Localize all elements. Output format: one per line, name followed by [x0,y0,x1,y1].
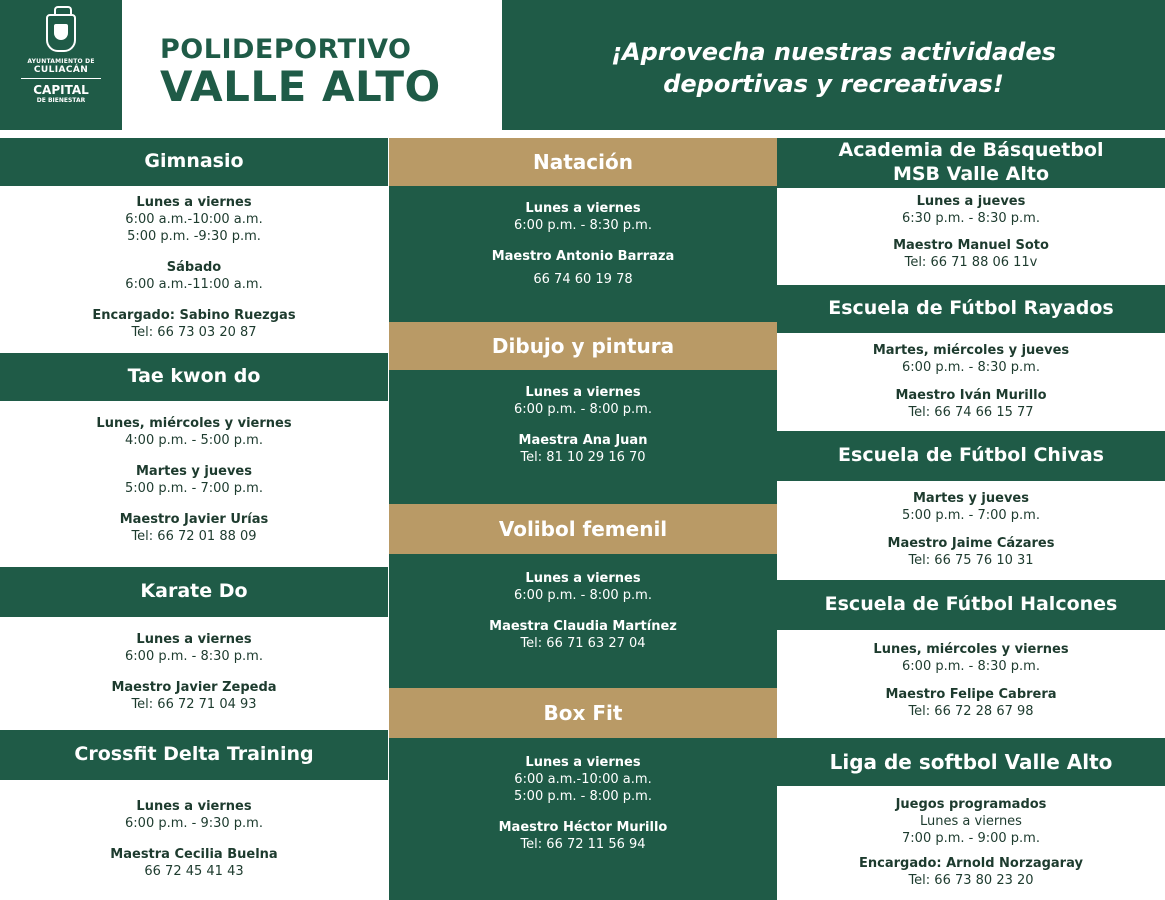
crest-icon [46,14,76,52]
chivas-days: Martes y jueves [913,491,1029,506]
natacion-time: 6:00 p.m. - 8:30 p.m. [514,218,652,233]
dibujo-phone: Tel: 81 10 29 16 70 [520,450,646,465]
karate-time: 6:00 p.m. - 8:30 p.m. [125,649,263,664]
title-polideportivo: POLIDEPORTIVO [160,34,412,65]
halcones-time: 6:00 p.m. - 8:30 p.m. [902,659,1040,674]
karate-phone: Tel: 66 72 71 04 93 [131,697,257,712]
boxfit-days: Lunes a viernes [525,755,641,770]
gimnasio-header: Gimnasio [0,138,388,186]
right-column [777,138,1165,900]
basquet-title-2: MSB Valle Alto [892,163,1050,185]
crossfit-phone: 66 72 45 41 43 [144,864,244,879]
taekwondo-phone: Tel: 66 72 01 88 09 [131,529,257,544]
volibol-info [389,554,777,688]
taekwondo-teacher: Maestro Javier Urías [119,512,269,527]
title-block [122,0,502,130]
halcones-phone: Tel: 66 72 28 67 98 [908,704,1034,719]
softbol-info [777,786,1165,900]
taekwondo-days-1: Lunes, miércoles y viernes [96,416,292,431]
crossfit-header: Crossfit Delta Training [0,730,388,780]
boxfit-teacher: Maestro Héctor Murillo [498,820,668,835]
chivas-info [777,481,1165,580]
softbol-header: Liga de softbol Valle Alto [777,738,1165,786]
dibujo-header: Dibujo y pintura [389,322,777,370]
chivas-time: 5:00 p.m. - 7:00 p.m. [902,508,1040,523]
softbol-time: 7:00 p.m. - 9:00 p.m. [902,831,1040,846]
taekwondo-time-1: 4:00 p.m. - 5:00 p.m. [125,433,263,448]
rayados-days: Martes, miércoles y jueves [872,343,1070,358]
volibol-days: Lunes a viernes [525,571,641,586]
chivas-teacher: Maestro Jaime Cázares [887,536,1055,551]
volibol-time: 6:00 p.m. - 8:00 p.m. [514,588,652,603]
softbol-manager: Encargado: Arnold Norzagaray [859,856,1083,871]
taekwondo-time-2: 5:00 p.m. - 7:00 p.m. [125,481,263,496]
taekwondo-header: Tae kwon do [0,353,388,401]
volibol-teacher: Maestra Claudia Martínez [489,619,677,634]
natacion-teacher: Maestro Antonio Barraza [491,249,675,264]
rayados-header: Escuela de Fútbol Rayados [777,285,1165,333]
culiacan-logo [0,0,122,130]
halcones-info [777,630,1165,738]
crossfit-time: 6:00 p.m. - 9:30 p.m. [125,816,263,831]
basquet-title-1: Academia de Básquetbol [838,139,1104,162]
taekwondo-days-2: Martes y jueves [136,464,252,479]
rayados-phone: Tel: 66 74 66 15 77 [908,405,1034,420]
boxfit-info [389,738,777,900]
gimnasio-saturday: Sábado [166,260,222,275]
natacion-info [389,186,777,322]
gimnasio-days: Lunes a viernes [136,195,252,210]
slogan-block [502,0,1165,130]
rayados-info [777,333,1165,431]
natacion-header: Natación [389,138,777,186]
logo-ayuntamiento: AYUNTAMIENTO DE [27,58,95,65]
boxfit-time-2: 5:00 p.m. - 8:00 p.m. [514,789,652,804]
middle-column [389,138,777,900]
crossfit-teacher: Maestra Cecilia Buelna [110,847,278,862]
gimnasio-phone: Tel: 66 73 03 20 87 [131,325,257,340]
karate-header: Karate Do [0,567,388,617]
crossfit-days: Lunes a viernes [136,799,252,814]
taekwondo-info [0,401,388,567]
softbol-phone: Tel: 66 73 80 23 20 [908,873,1034,888]
logo-culiacan: CULIACÁN [21,65,101,79]
slogan-line-1: ¡Aprovecha nuestras actividades [611,38,1056,66]
gimnasio-manager: Encargado: Sabino Ruezgas [92,308,296,323]
karate-days: Lunes a viernes [136,632,252,647]
halcones-teacher: Maestro Felipe Cabrera [885,687,1057,702]
rayados-time: 6:00 p.m. - 8:30 p.m. [902,360,1040,375]
karate-info [0,617,388,730]
basquet-header [777,138,1165,188]
karate-teacher: Maestro Javier Zepeda [111,680,277,695]
rayados-teacher: Maestro Iván Murillo [895,388,1047,403]
title-valle-alto: VALLE ALTO [160,62,441,111]
natacion-phone: 66 74 60 19 78 [533,272,633,287]
gimnasio-time-1: 6:00 a.m.-10:00 a.m. [125,212,263,227]
basquet-days: Lunes a jueves [916,194,1026,209]
gimnasio-time-3: 6:00 a.m.-11:00 a.m. [125,277,263,292]
halcones-header: Escuela de Fútbol Halcones [777,580,1165,630]
left-column [0,138,388,900]
volibol-phone: Tel: 66 71 63 27 04 [520,636,646,651]
boxfit-time-1: 6:00 a.m.-10:00 a.m. [514,772,652,787]
natacion-days: Lunes a viernes [525,201,641,216]
volibol-header: Volibol femenil [389,504,777,554]
gimnasio-time-2: 5:00 p.m. -9:30 p.m. [127,229,261,244]
boxfit-phone: Tel: 66 72 11 56 94 [520,837,646,852]
basquet-teacher: Maestro Manuel Soto [893,238,1049,253]
boxfit-header: Box Fit [389,688,777,738]
softbol-schedule-label: Juegos programados [895,797,1047,812]
dibujo-teacher: Maestra Ana Juan [518,433,648,448]
logo-capital: CAPITAL [33,83,89,97]
basquet-phone: Tel: 66 71 88 06 11v [904,255,1038,270]
crossfit-info [0,780,388,900]
basquet-info [777,188,1165,285]
chivas-header: Escuela de Fútbol Chivas [777,431,1165,481]
dibujo-days: Lunes a viernes [525,385,641,400]
chivas-phone: Tel: 66 75 76 10 31 [908,553,1034,568]
slogan-line-2: deportivas y recreativas! [663,70,1004,98]
logo-bienestar: DE BIENESTAR [36,97,86,104]
halcones-days: Lunes, miércoles y viernes [873,642,1069,657]
softbol-days: Lunes a viernes [920,814,1022,829]
gimnasio-info [0,186,388,353]
dibujo-info [389,370,777,504]
basquet-time: 6:30 p.m. - 8:30 p.m. [902,211,1040,226]
dibujo-time: 6:00 p.m. - 8:00 p.m. [514,402,652,417]
